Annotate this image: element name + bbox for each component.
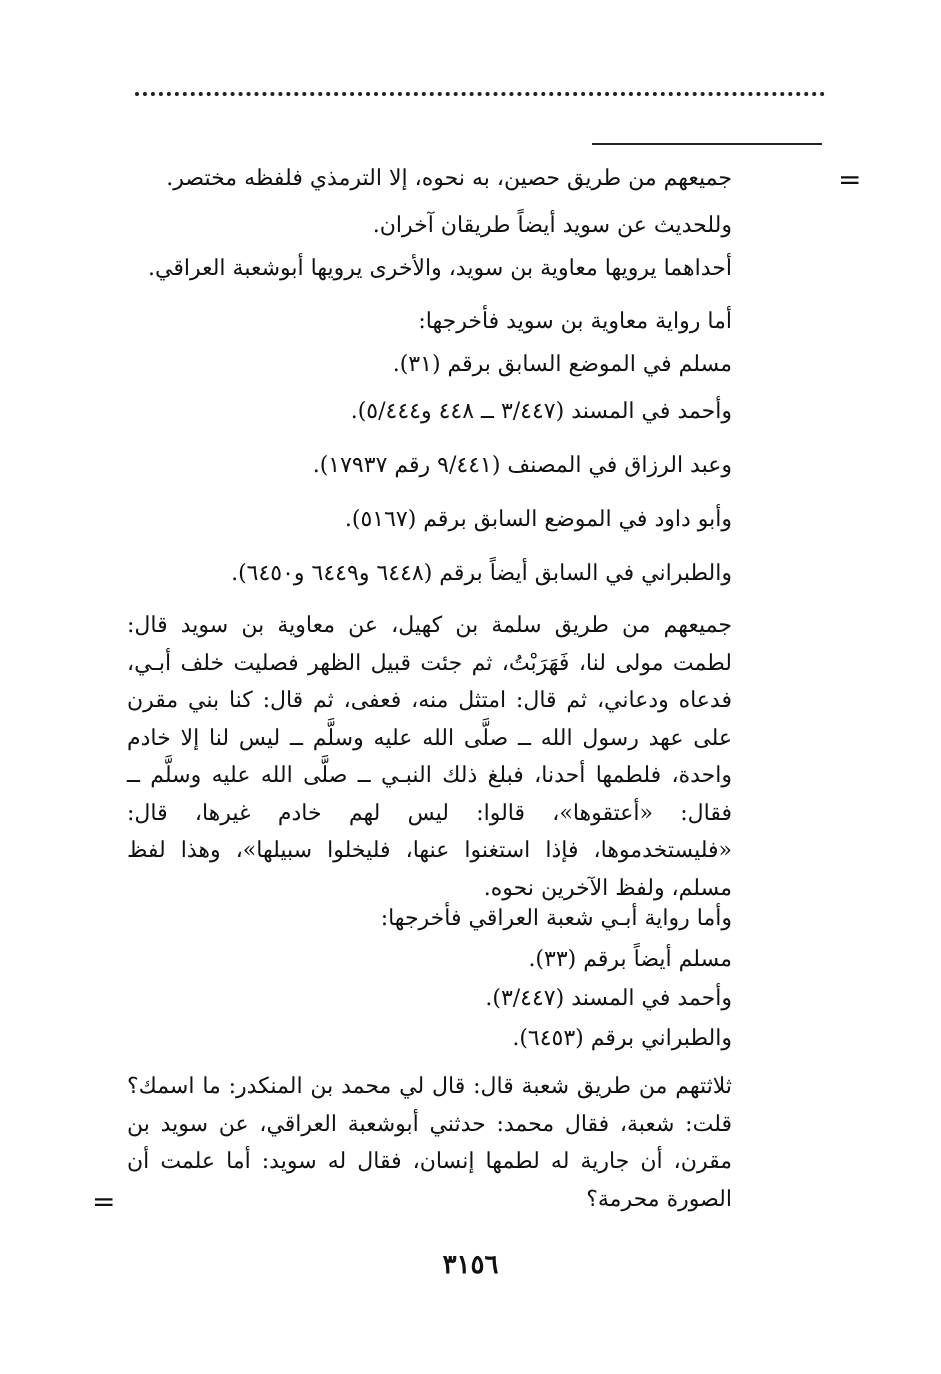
- text-line: وأما رواية أبـي شعبة العراقي فأخرجها:: [380, 906, 732, 931]
- text-paragraph: جميعهم من طريق سلمة بن كهيل، عن معاوية بن سويد قال: لطمت مولى لنا، فَهَرَبْتُ، ثم جئت قبيل الظهر فصليت خلف أبـي، فدعاه ودعاني، ثم قال: امتثل منه، فعفى، ثم قال: كنا بني مقرن على عهد رسول الله ــ صلَّى الله عليه وسلَّم ــ ليس لنا إلا خادم واحدة، فلطمها أحدنا، فبلغ ذلك النبـي ــ صلَّى الله عليه وسلَّم ــ فقال: «أعتقوها»، قالوا: ليس لهم خادم غيرها، قال: «فليستخدموها، فإذا استغنوا عنها، فليخلوا سبيلها»، وهذا لفظ مسلم، ولفظ الآخرين نحوه.: [127, 613, 732, 901]
- text-line: وأبو داود في الموضع السابق برقم (٥١٦٧).: [344, 507, 732, 532]
- text-line: وللحديث عن سويد أيضاً طريقان آخران.: [372, 213, 732, 238]
- text-line: مسلم في الموضع السابق برقم (٣١).: [392, 352, 732, 377]
- page-number: ٣١٥٦: [442, 1250, 499, 1280]
- text-line: أما رواية معاوية بن سويد فأخرجها:: [418, 309, 732, 334]
- continuation-mark-top: =: [838, 163, 862, 196]
- text-line: وأحمد في المسند (٣/٤٤٧ ــ ٤٤٨ و٥/٤٤٤).: [350, 399, 732, 424]
- footnote-rule: [592, 143, 822, 145]
- text-line: والطبراني في السابق أيضاً برقم (٦٤٤٨ و٦٤٤٩ و٦٤٥٠).: [231, 561, 732, 586]
- text-line: والطبراني برقم (٦٤٥٣).: [512, 1026, 732, 1051]
- dotted-separator: [135, 92, 825, 96]
- text-line: وأحمد في المسند (٣/٤٤٧).: [485, 986, 732, 1011]
- text-line: مسلم أيضاً برقم (٣٣).: [528, 947, 732, 972]
- text-paragraph: ثلاثتهم من طريق شعبة قال: قال لي محمد بن المنكدر: ما اسمك؟ قلت: شعبة، فقال محمد: حدثني أبوشعبة العراقي، عن سويد بن مقرن، أن جارية له لطمها إنسان، فقال له سويد: أما علمت أن الصورة محرمة؟: [127, 1074, 732, 1212]
- text-line: وعبد الرزاق في المصنف (٩/٤٤١ رقم ١٧٩٣٧).: [312, 453, 732, 478]
- text-line: أحداهما يرويها معاوية بن سويد، والأخرى يرويها أبوشعبة العراقي.: [148, 256, 732, 281]
- continuation-mark-bottom: =: [92, 1185, 116, 1218]
- text-line: جميعهم من طريق حصين، به نحوه، إلا الترمذي فلفظه مختصر.: [166, 166, 732, 191]
